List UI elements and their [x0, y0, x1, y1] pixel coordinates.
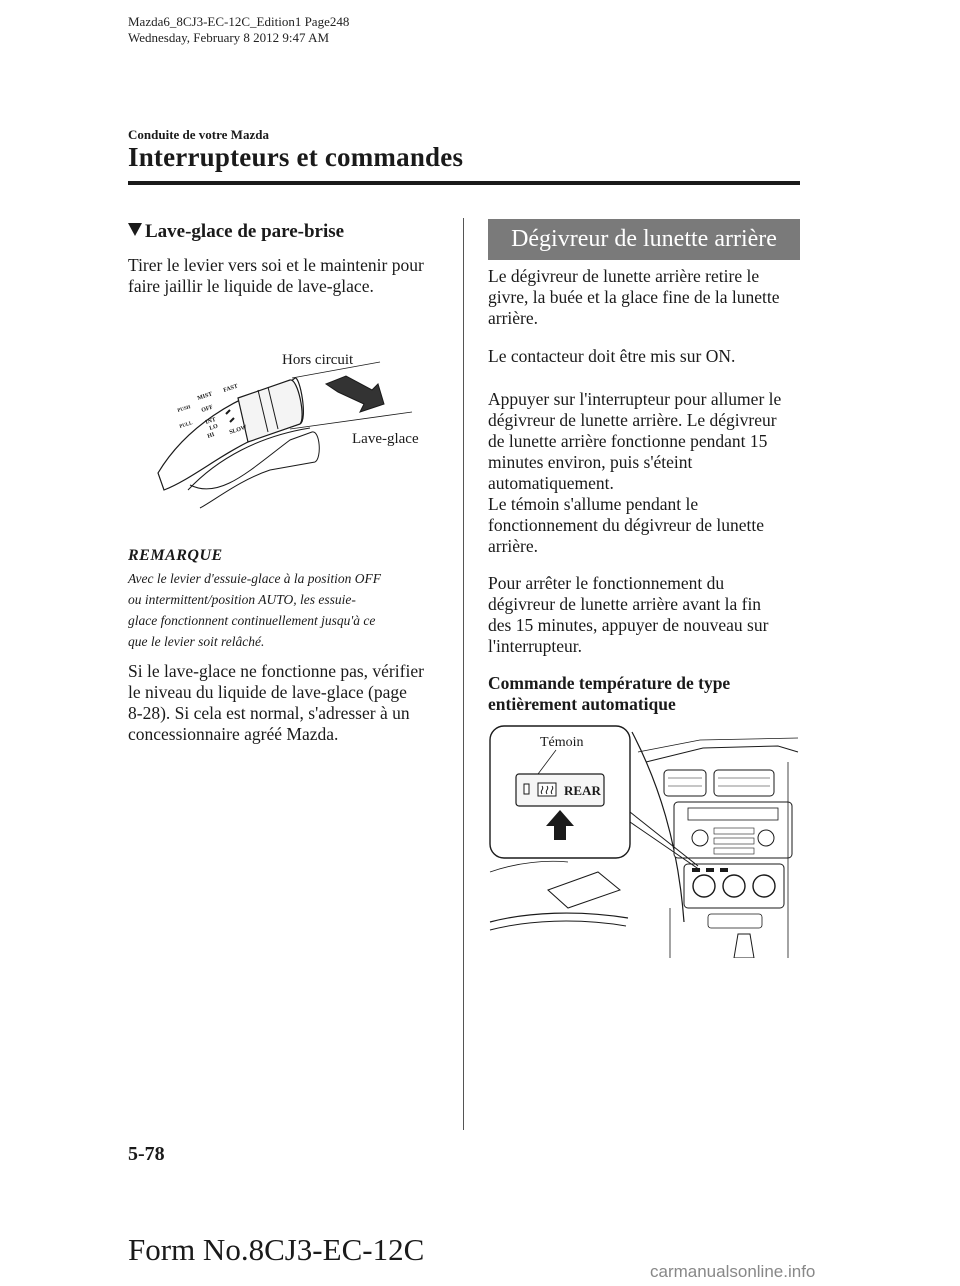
- paragraph-line: le niveau du liquide de lave-glace (page: [128, 682, 407, 702]
- leader-line-wash: [290, 412, 412, 429]
- page-title: Interrupteurs et commandes: [128, 142, 464, 172]
- climate-knob-right: [753, 875, 775, 897]
- mark-mist: MIST: [196, 391, 214, 402]
- paragraph-line: fonctionnement du dégivreur de lunette: [488, 515, 765, 535]
- note-text: [128, 568, 440, 652]
- indicator-label: Témoin: [540, 735, 584, 750]
- rear-defroster-banner: Dégivreur de lunette arrière: [488, 219, 800, 260]
- page-number: 5-78: [128, 1143, 165, 1165]
- column-divider: [463, 218, 464, 1130]
- washer-paragraph-2: [128, 661, 440, 745]
- print-header-line2: Wednesday, February 8 2012 9:47 AM: [128, 30, 330, 45]
- steering-wheel-rim-inner: [490, 921, 626, 930]
- climate-subheading: [488, 673, 800, 715]
- air-vent-left: [664, 770, 706, 796]
- paragraph-line: automatiquement.: [488, 473, 614, 493]
- paragraph-line: dégivreur de lunette arrière. Le dégivreur: [488, 410, 777, 430]
- subheading-line: Commande température de type: [488, 673, 731, 693]
- washer-heading-text: Lave-glace de pare-brise: [145, 221, 345, 242]
- paragraph-line: concessionnaire agréé Mazda.: [128, 724, 339, 744]
- wiper-lever-figure: [140, 340, 440, 510]
- paragraph-line: Appuyer sur l'interrupteur pour allumer le: [488, 389, 782, 409]
- note-heading: REMARQUE: [128, 547, 223, 564]
- indicator-light: [524, 784, 529, 794]
- note-line: glace fonctionnent continuellement jusqu'à ce: [128, 613, 376, 628]
- note-line: Avec le levier d'essuie-glace à la position OFF: [128, 571, 381, 586]
- washer-intro-line: Tirer le levier vers soi et le maintenir pour: [128, 255, 424, 275]
- paragraph-line: arrière.: [488, 308, 539, 328]
- form-number: Form No.8CJ3-EC-12C: [128, 1232, 425, 1267]
- audio-display: [688, 808, 778, 820]
- section-label: Conduite de votre Mazda: [128, 127, 269, 142]
- washer-heading: [128, 221, 440, 243]
- paragraph-line: dégivreur de lunette arrière avant la fin: [488, 594, 762, 614]
- dash-top-edge-2: [638, 738, 798, 752]
- note-line: ou intermittent/position AUTO, les essuie-: [128, 592, 356, 607]
- mark-fast: FAST: [222, 383, 239, 394]
- paragraph-line: givre, la buée et la glace fine de la lunette: [488, 287, 780, 307]
- paragraph-line: l'interrupteur.: [488, 636, 583, 656]
- paragraph-line: minutes environ, puis s'éteint: [488, 452, 693, 472]
- climate-knob-center: [723, 875, 745, 897]
- steering-wheel-hub: [548, 872, 620, 908]
- label-off: Hors circuit: [282, 352, 354, 368]
- paragraph-line: arrière.: [488, 536, 539, 556]
- paragraph-line: 8-28). Si cela est normal, s'adresser à un: [128, 703, 410, 723]
- mark-int: INT: [204, 416, 217, 426]
- pull-direction-arrow-icon: [326, 376, 384, 412]
- mark-slow: SLOW: [228, 424, 248, 436]
- paragraph-line: Le dégivreur de lunette arrière retire le: [488, 266, 760, 286]
- audio-knob-left: [692, 830, 708, 846]
- mark-push: PUSH: [177, 405, 192, 414]
- print-header-line1: Mazda6_8CJ3-EC-12C_Edition1 Page248: [128, 14, 350, 29]
- shift-lever: [734, 934, 754, 958]
- lower-switch-panel: [708, 914, 762, 928]
- dash-line: [490, 861, 568, 872]
- audio-knob-right: [758, 830, 774, 846]
- washer-intro: [128, 255, 440, 297]
- note-line: que le levier soit relâché.: [128, 634, 265, 649]
- defroster-paragraph-2: Le contacteur doit être mis sur ON.: [488, 346, 736, 366]
- paragraph-line: Pour arrêter le fonctionnement du: [488, 573, 725, 593]
- climate-knob-left: [693, 875, 715, 897]
- lever-tip: [238, 380, 302, 442]
- paragraph-line: Le témoin s'allume pendant le: [488, 494, 699, 514]
- paragraph-line: de lunette arrière fonctionne pendant 15: [488, 431, 768, 451]
- title-rule: [128, 181, 800, 185]
- paragraph-line: des 15 minutes, appuyer de nouveau sur: [488, 615, 769, 635]
- defroster-paragraph-1: [488, 266, 800, 329]
- triangle-bullet-icon: [128, 223, 142, 236]
- washer-intro-line: faire jaillir le liquide de lave-glace.: [128, 276, 374, 296]
- defroster-paragraph-3: [488, 389, 800, 557]
- subheading-line: entièrement automatique: [488, 694, 676, 714]
- dashboard-figure: [488, 722, 800, 958]
- mark-hi: HI: [206, 432, 216, 440]
- mark-off: OFF: [200, 404, 215, 414]
- dash-top-edge: [646, 746, 798, 762]
- defroster-paragraph-4: [488, 573, 800, 657]
- mark-lo: LO: [208, 423, 219, 432]
- rear-button-label: REAR: [564, 783, 601, 798]
- paragraph-line: Si le lave-glace ne fonctionne pas, vérifier: [128, 661, 424, 681]
- watermark: carmanualsonline.info: [650, 1262, 816, 1281]
- print-header: [128, 14, 349, 46]
- air-vent-center: [714, 770, 774, 796]
- label-wash: Lave-glace: [352, 431, 419, 447]
- mark-pull: PULL: [179, 421, 194, 430]
